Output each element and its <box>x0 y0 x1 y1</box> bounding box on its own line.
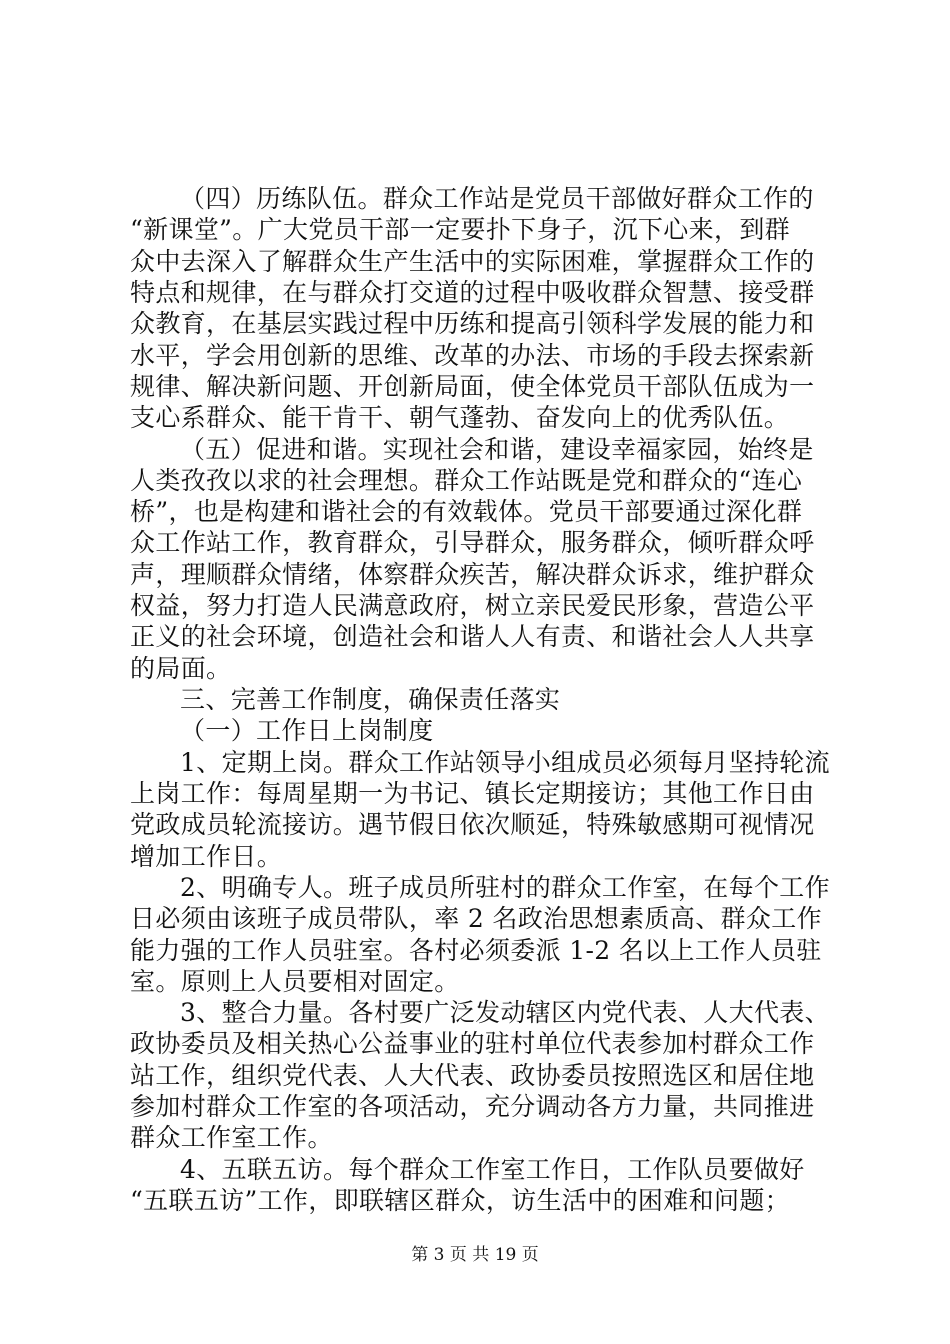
text-line: 增加工作日。 <box>130 842 283 871</box>
text-line: 声，理顺群众情绪，体察群众疾苦，解决群众诉求，维护群众 <box>130 560 815 589</box>
text-line: 权益，努力打造人民满意政府，树立亲民爱民形象，营造公平 <box>130 591 815 620</box>
text-line: （五）促进和谐。实现社会和谐，建设幸福家园，始终是 <box>180 435 814 464</box>
text-line: “五联五访”工作，即联辖区群众，访生活中的困难和问题； <box>130 1186 791 1215</box>
text-line: 特点和规律，在与群众打交道的过程中吸收群众智慧、接受群 <box>130 278 815 307</box>
text-line: “新课堂”。广大党员干部一定要扑下身子，沉下心来，到群 <box>130 215 791 244</box>
text-line: 3、整合力量。各村要广泛发动辖区内党代表、人大代表、 <box>180 998 831 1027</box>
text-line: 规律、解决新问题、开创新局面，使全体党员干部队伍成为一 <box>130 372 815 401</box>
text-line: 众教育，在基层实践过程中历练和提高引领科学发展的能力和 <box>130 309 815 338</box>
text-line: 桥”，也是构建和谐社会的有效载体。党员干部要通过深化群 <box>130 497 803 526</box>
text-line: 水平，学会用创新的思维、改革的办法、市场的手段去探索新 <box>130 341 815 370</box>
page-number-footer: 第 3 页 共 19 页 <box>411 1245 539 1265</box>
text-line: 上岗工作：每周星期一为书记、镇长定期接访；其他工作日由 <box>130 779 815 808</box>
text-line: 参加村群众工作室的各项活动，充分调动各方力量，共同推进 <box>130 1092 815 1121</box>
text-line: 人类孜孜以求的社会理想。群众工作站既是党和群众的“连心 <box>130 466 803 495</box>
text-line: 政协委员及相关热心公益事业的驻村单位代表参加村群众工作 <box>130 1029 815 1058</box>
text-line: 群众工作室工作。 <box>130 1123 333 1152</box>
text-line: 支心系群众、能干肯干、朝气蓬勃、奋发向上的优秀队伍。 <box>130 403 790 432</box>
text-line: 2、明确专人。班子成员所驻村的群众工作室，在每个工作 <box>180 873 831 902</box>
text-line: 众中去深入了解群众生产生活中的实际困难，掌握群众工作的 <box>130 247 815 276</box>
text-line: 站工作，组织党代表、人大代表、政协委员按照选区和居住地 <box>130 1061 815 1090</box>
subsection-heading: （一）工作日上岗制度 <box>180 716 434 745</box>
text-line: 能力强的工作人员驻室。各村必须委派 1-2 名以上工作人员驻 <box>130 936 822 965</box>
text-line: 正义的社会环境，创造社会和谐人人有责、和谐社会人人共享 <box>130 622 815 651</box>
text-line: 党政成员轮流接访。遇节假日依次顺延，特殊敏感期可视情况 <box>130 810 815 839</box>
text-line: 的局面。 <box>130 654 232 683</box>
text-line: 4、五联五访。每个群众工作室工作日，工作队员要做好 <box>180 1155 805 1184</box>
section-heading: 三、完善工作制度，确保责任落实 <box>180 685 561 714</box>
text-line: 室。原则上人员要相对固定。 <box>130 967 460 996</box>
text-line: 1、定期上岗。群众工作站领导小组成员必须每月坚持轮流 <box>180 748 831 777</box>
text-line: 日必须由该班子成员带队，率 2 名政治思想素质高、群众工作 <box>130 904 822 933</box>
text-line: （四）历练队伍。群众工作站是党员干部做好群众工作的 <box>180 184 814 213</box>
text-line: 众工作站工作，教育群众，引导群众，服务群众，倾听群众呼 <box>130 528 815 557</box>
